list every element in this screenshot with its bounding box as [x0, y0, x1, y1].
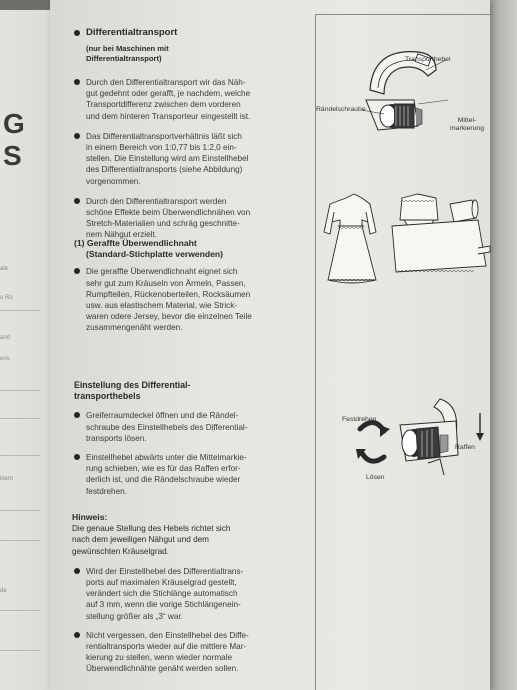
bullet-text — [86, 131, 310, 187]
bullet-text — [86, 196, 310, 241]
left-page-rule — [0, 610, 40, 611]
text-line: stellen. Die Einstellung wird am Einstellhebel — [86, 154, 249, 164]
bullet-icon — [74, 268, 80, 274]
text-line: Die genaue Stellung des Hebels richtet sich — [72, 524, 231, 534]
text-line: gewünschten Kräuselgrad. — [72, 546, 169, 556]
section1-bullet-list — [74, 77, 310, 241]
text-line: Überwendlichnähte genäht werden sollen. — [86, 664, 239, 674]
text-line: sehr gut zum Kräuseln von Ärmeln, Passen, — [86, 278, 246, 288]
adjusting-lever-illustration — [330, 395, 490, 485]
label-transporthebel: Transporthebel — [405, 56, 451, 63]
text-line: stellung größer als „3“ war. — [86, 611, 183, 621]
hint-block — [72, 512, 312, 675]
text-line: zusammengenäht werden. — [86, 323, 183, 333]
left-facing-page — [0, 10, 50, 690]
text-line: rung schieben, wie es für das Raffen erfor- — [86, 464, 241, 474]
text-line: Stretch-Materialien und schräg geschnitte- — [86, 219, 240, 229]
section2-title: transporthebels — [74, 391, 141, 402]
subsection-title: (Standard-Stichplatte verwenden) — [86, 249, 224, 260]
text-line: schraube des Einstellhebels des Differential- — [86, 422, 248, 432]
left-page-rule — [0, 540, 40, 541]
label-line: Mittel- — [457, 117, 477, 124]
list-item — [74, 452, 310, 497]
bullet-icon — [74, 412, 80, 418]
bullet-icon — [74, 30, 80, 36]
text-line: Das Differentialtransportverhältnis läßt sich — [86, 131, 242, 141]
left-page-fragment: ktern — [0, 476, 14, 482]
left-page-rule — [0, 310, 40, 311]
text-line: auf 3 mm, wenn die vorige Stichlängenein- — [86, 600, 241, 610]
left-page-fragment: de — [0, 588, 7, 594]
bullet-icon — [74, 79, 80, 85]
bullet-icon — [74, 632, 80, 638]
text-line: gut gedehnt oder gerafft, je nachdem, welche — [86, 89, 251, 99]
text-line: derlich ist, und die Rändelschraube wieder — [86, 475, 241, 485]
label-loesen: Lösen — [366, 474, 385, 481]
subsection-title: (1) Geraffte Überwendlichnaht — [74, 238, 197, 248]
text-line: vorgenommen. — [86, 176, 141, 186]
column-divider — [315, 14, 316, 690]
label-festdrehen: Festdrehen — [342, 416, 377, 423]
text-line: Durch den Differentialtransport werden — [86, 196, 227, 206]
bullet-icon — [74, 198, 80, 204]
label-raffen: Raffen — [455, 444, 475, 451]
bullet-icon — [74, 454, 80, 460]
text-line: waren odere Jersey, bevor die einzelnen Teile — [86, 312, 252, 322]
text-line: und dem hinteren Transporteur eingestellt ist. — [86, 111, 251, 121]
left-page-letter: S — [3, 140, 22, 171]
left-page-fragment: ale — [0, 266, 9, 272]
garments-illustration — [318, 190, 493, 290]
section-subtitle — [74, 44, 310, 64]
text-line: Wird der Einstellhebel des Differentialtrans- — [86, 566, 244, 576]
list-item — [74, 77, 310, 122]
text-line: des Differentialtransports (siehe Abbildung) — [86, 165, 243, 175]
figure-frame-top — [315, 14, 490, 15]
left-page-fragment: u Ro — [0, 295, 13, 301]
bullet-text — [86, 630, 312, 675]
bullet-text — [86, 77, 310, 122]
section-title-row — [74, 27, 310, 38]
text-line: in einem Bereich von 1:0,77 bis 1:2,0 ein- — [86, 143, 237, 153]
bullet-text — [86, 566, 312, 622]
text-line: nach dem jeweiligen Nähgut und dem — [72, 535, 210, 545]
manual-page — [50, 0, 490, 690]
left-page-rule — [0, 418, 40, 419]
label-line: markierung — [450, 125, 484, 132]
left-page-rule — [0, 390, 40, 391]
text-line: Greiferraumdeckel öffnen und die Rändel- — [86, 411, 239, 421]
subtitle-line: (nur bei Maschinen mit — [86, 44, 169, 54]
text-line: festdrehen. — [86, 486, 127, 496]
text-line: verändert sich die Stichlänge automatisch — [86, 589, 238, 599]
text-line: Nicht vergessen, den Einstellhebel des Diffe- — [86, 630, 249, 640]
text-line: Rumpfteilen, Rückenoberteilen, Rocksäumen — [86, 289, 251, 299]
text-line: transports lösen. — [86, 433, 147, 443]
section-differentialtransport — [74, 27, 310, 64]
left-page-fragment: and — [0, 335, 11, 341]
subtitle-line: Differentialtransport) — [86, 54, 162, 64]
text-line: Einstellhebel abwärts unter die Mittelmarkie- — [86, 453, 247, 463]
text-line: kierung zu stellen, wenn wieder normale — [86, 653, 233, 663]
label-mittelmarkierung — [450, 117, 484, 133]
left-page-rule — [0, 455, 40, 456]
text-line: usw. aus elastischem Material, wie Strick- — [86, 301, 238, 311]
bullet-text — [86, 410, 310, 444]
list-item — [74, 410, 310, 444]
bullet-icon — [74, 568, 80, 574]
subsection-geraffte-naht — [74, 238, 310, 334]
text-line: Die geraffte Überwendlichnaht eignet sich — [86, 267, 238, 277]
left-page-rule — [0, 650, 40, 651]
text-line: rentialtransports wieder auf die mittlere Mar- — [86, 642, 247, 652]
bullet-icon — [74, 133, 80, 139]
list-item — [74, 196, 310, 241]
list-item — [72, 630, 312, 675]
section2-title: Einstellung des Differential- — [74, 380, 191, 390]
hint-title: Hinweis: — [72, 512, 108, 522]
left-page-fragment: ens — [0, 356, 10, 362]
label-raendelschraube: Rändelschraube — [316, 106, 366, 113]
text-line: ports auf maximalen Kräuselgrad gestellt, — [86, 578, 237, 588]
list-item — [74, 131, 310, 187]
text-line: schöne Effekte beim Überwendlichnähen von — [86, 208, 251, 218]
section-title: Differentialtransport — [86, 27, 178, 38]
text-line: nem Nähgut erzielt. — [86, 230, 157, 240]
list-item — [72, 566, 312, 622]
left-page-letter: G — [3, 108, 25, 139]
bullet-text — [86, 452, 310, 497]
text-line: Transportdifferenz zwischen dem vorderen — [86, 100, 241, 110]
list-item — [74, 266, 310, 333]
section-einstellung — [74, 380, 310, 497]
left-page-rule — [0, 510, 40, 511]
bullet-text — [86, 266, 310, 333]
text-line: Durch den Differentialtransport wir das Näh- — [86, 78, 246, 87]
